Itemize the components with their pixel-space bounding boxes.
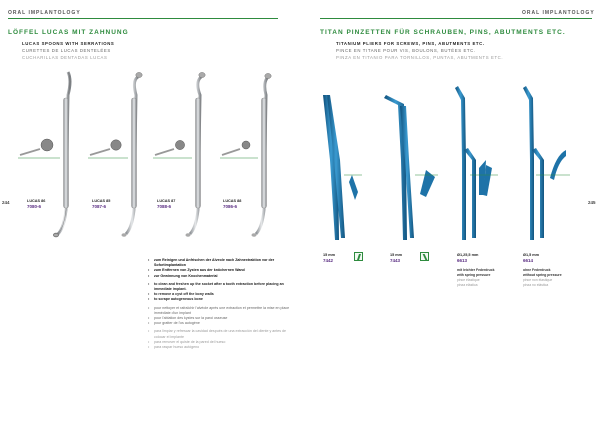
bullet-item: • zur Gewinnung von Knochenmaterial <box>148 274 298 279</box>
left-subtitle-fr: CURETTES DE LUCAS DENTELÉES <box>22 48 111 53</box>
left-section-title: LÖFFEL LUCAS MIT ZAHNUNG <box>8 29 129 36</box>
product-size: 15 mm <box>323 253 336 257</box>
product-name: LUCAS 85 <box>92 199 111 203</box>
lucas-spoon-1 <box>54 72 71 237</box>
bullet-item: • para limpiar y refrescar la cavidad después de una extracción del diente y antes de colocar el implante <box>148 329 298 339</box>
lucas-spoon-4 <box>252 73 272 236</box>
bullets-es <box>148 329 298 350</box>
left-header: ORAL IMPLANTOLOGY <box>8 10 81 16</box>
titanium-plier-2 <box>384 95 438 240</box>
bullets-fr <box>148 306 298 327</box>
left-subtitle-es: CUCHARILLAS DENTADAS LUCAS <box>22 55 108 60</box>
bullet-item: • pour l'ablation des kystes sur la paroi osseuse <box>148 316 298 321</box>
lucas-detail-3 <box>153 140 192 158</box>
product-code: 7086-6 <box>223 204 238 209</box>
right-subtitle-es: PINZA EN TITANIO PARA TORNILLOS, PUNTAS, ABUTMENTS ETC. <box>336 55 504 60</box>
plier-4-note <box>523 268 562 288</box>
product-code: 7087-6 <box>92 204 107 209</box>
plier-product-2 <box>390 252 402 264</box>
bullet-item: • zum Entfernen von Zysten aus der knöchernen Wand <box>148 268 298 273</box>
bullet-item: • to scrape autogeneous bone <box>148 297 298 302</box>
lucas-spoon-2 <box>122 72 143 236</box>
bullets-en <box>148 282 298 303</box>
right-page <box>300 0 600 424</box>
bullet-item: • para raspar hueso autógeno <box>148 345 298 350</box>
note-es: pinza no elástica <box>523 283 549 287</box>
product-size: 15 mm <box>390 253 403 257</box>
lucas-detail-2 <box>88 140 128 158</box>
product-code: 7080-6 <box>27 204 42 209</box>
right-header: ORAL IMPLANTOLOGY <box>522 10 595 16</box>
straight-tip-icon <box>354 252 363 261</box>
product-code: 7443 <box>390 258 401 263</box>
plier-product-4 <box>523 252 539 264</box>
bullet-item: • para remover el quiste de la pared del hueso <box>148 340 298 345</box>
product-code: 6613 <box>457 258 468 263</box>
left-page-number: 244 <box>2 200 10 205</box>
product-size: Ø1,5 mm <box>523 253 540 257</box>
plier-3-note <box>457 268 495 288</box>
lucas-detail-1 <box>18 139 60 158</box>
lucas-spoon-3 <box>186 72 206 236</box>
note-fr: pince élastique <box>457 278 480 282</box>
lucas-product-3 <box>157 198 175 210</box>
product-size: Ø1,25,5 mm <box>457 253 479 257</box>
usage-bullets <box>148 258 298 353</box>
lucas-product-1 <box>27 198 45 210</box>
bullet-item: • to remove a cyst off the bony walls <box>148 292 298 297</box>
angled-tip-icon <box>420 252 429 261</box>
plier-product-3 <box>457 252 478 264</box>
lucas-detail-4 <box>220 141 258 158</box>
lucas-product-2 <box>92 198 110 210</box>
note-de: mit leichter Federdruck <box>457 268 495 272</box>
bullets-de <box>148 258 298 279</box>
bullet-item: • zum Reinigen und Anfrischen der Alveole nach Zahnextraktion vor der Sofortimplantation <box>148 258 298 268</box>
product-name: LUCAS 88 <box>223 199 242 203</box>
right-subtitle-fr: PINCE EN TITANE POUR VIS, BOULONS, BUTÉES ETC. <box>336 48 476 53</box>
titanium-plier-3 <box>455 86 498 240</box>
titanium-plier-1 <box>323 95 362 240</box>
note-es: pinza elástica <box>457 283 478 287</box>
titanium-plier-4 <box>523 86 570 240</box>
right-section-title: TITAN PINZETTEN FÜR SCHRAUBEN, PINS, ABUTMENTS ETC. <box>320 29 566 36</box>
note-fr: pince non élastique <box>523 278 553 282</box>
note-en: without spring pressure <box>523 273 562 277</box>
titanium-pliers-illustration <box>300 0 600 424</box>
left-subtitle-en: LUCAS SPOONS WITH SERRATIONS <box>22 41 115 46</box>
product-code: 7442 <box>323 258 334 263</box>
bullet-item: • pour gratter de l'os autogène <box>148 321 298 326</box>
product-name: LUCAS 86 <box>27 199 46 203</box>
bullet-item: • pour nettoyer et rafraîchir l'alvéole après une extraction et permettre la mise en place immédiate d'un implant <box>148 306 298 316</box>
product-code: 6614 <box>523 258 534 263</box>
product-name: LUCAS 87 <box>157 199 176 203</box>
right-subtitle-en: TITANIUM PLIERS FOR SCREWS, PINS, ABUTMENTS ETC. <box>336 41 485 46</box>
right-page-number: 245 <box>588 200 596 205</box>
bullet-item: • to clean and freshen up the socket after a tooth extraction before placing an immediate implant. <box>148 282 298 292</box>
note-en: with spring pressure <box>457 273 491 277</box>
lucas-product-4 <box>223 198 241 210</box>
note-de: ohne Federdruck <box>523 268 551 272</box>
product-code: 7088-6 <box>157 204 172 209</box>
plier-product-1 <box>323 252 335 264</box>
